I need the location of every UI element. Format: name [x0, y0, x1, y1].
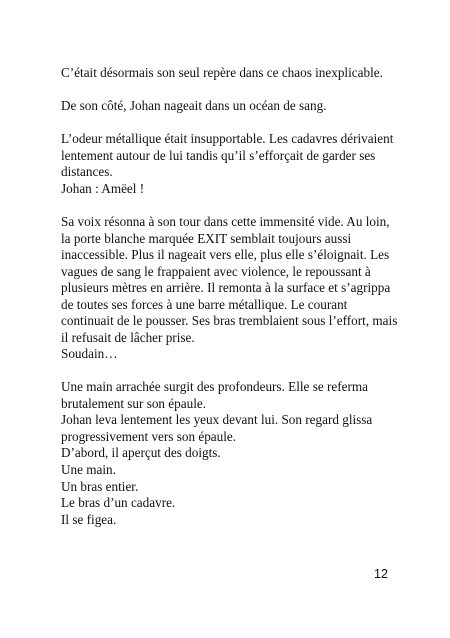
paragraph-6 — [61, 346, 401, 363]
text-line: Un bras entier. — [61, 478, 139, 494]
text-line: Une main arrachée surgit des profondeurs. Elle se referma — [61, 379, 368, 394]
paragraph-8 — [61, 462, 401, 528]
text-line: De son côté, Johan nageait dans un océan de sang. — [61, 98, 327, 113]
text-line: C’était désormais son seul repère dans ce chaos inexplicable. — [61, 65, 383, 80]
text-line: Johan : Amëel ! — [61, 181, 145, 196]
paragraph-5 — [61, 214, 401, 346]
text-line: continuait de le pousser. Ses bras tremblaient sous l’effort, mais — [61, 313, 398, 328]
text-line: Soudain… — [61, 346, 118, 361]
text-line: Il se figea. — [61, 511, 117, 527]
text-line: vagues de sang le frappaient avec violence, le repoussant à — [61, 263, 371, 279]
text-line: progressivement vers son épaule. — [61, 428, 237, 444]
text-line: distances. — [61, 164, 113, 179]
text-line: plusieurs mètres en arrière. Il remonta à la surface et s’agrippa — [61, 280, 391, 295]
text-line: Sa voix résonna à son tour dans cette immensité vide. Au loin, — [61, 214, 390, 229]
page-number: 12 — [374, 567, 388, 581]
paragraph-3 — [61, 131, 401, 181]
paragraph-1 — [61, 65, 401, 82]
text-line: il refusait de lâcher prise. — [61, 329, 195, 345]
text-line: la porte blanche marquée EXIT semblait toujours aussi — [61, 230, 352, 246]
paragraph-4 — [61, 181, 401, 198]
text-line: de toutes ses forces à une barre métallique. Le courant — [61, 296, 348, 312]
text-line: brutalement sur son épaule. — [61, 395, 207, 411]
text-line: lentement autour de lui tandis qu’il s’efforçait de garder ses — [61, 147, 376, 163]
text-line: Johan leva lentement les yeux devant lui. Son regard glissa — [61, 412, 373, 427]
text-line: Une main. — [61, 462, 116, 477]
text-line: L’odeur métallique était insupportable. Les cadavres dérivaient — [61, 131, 394, 146]
paragraph-2 — [61, 98, 401, 115]
text-line: Le bras d’un cadavre. — [61, 495, 176, 510]
paragraph-7 — [61, 379, 401, 462]
text-line: D’abord, il aperçut des doigts. — [61, 445, 221, 460]
text-line: inaccessible. Plus il nageait vers elle, plus elle s’éloignait. Les — [61, 247, 390, 262]
